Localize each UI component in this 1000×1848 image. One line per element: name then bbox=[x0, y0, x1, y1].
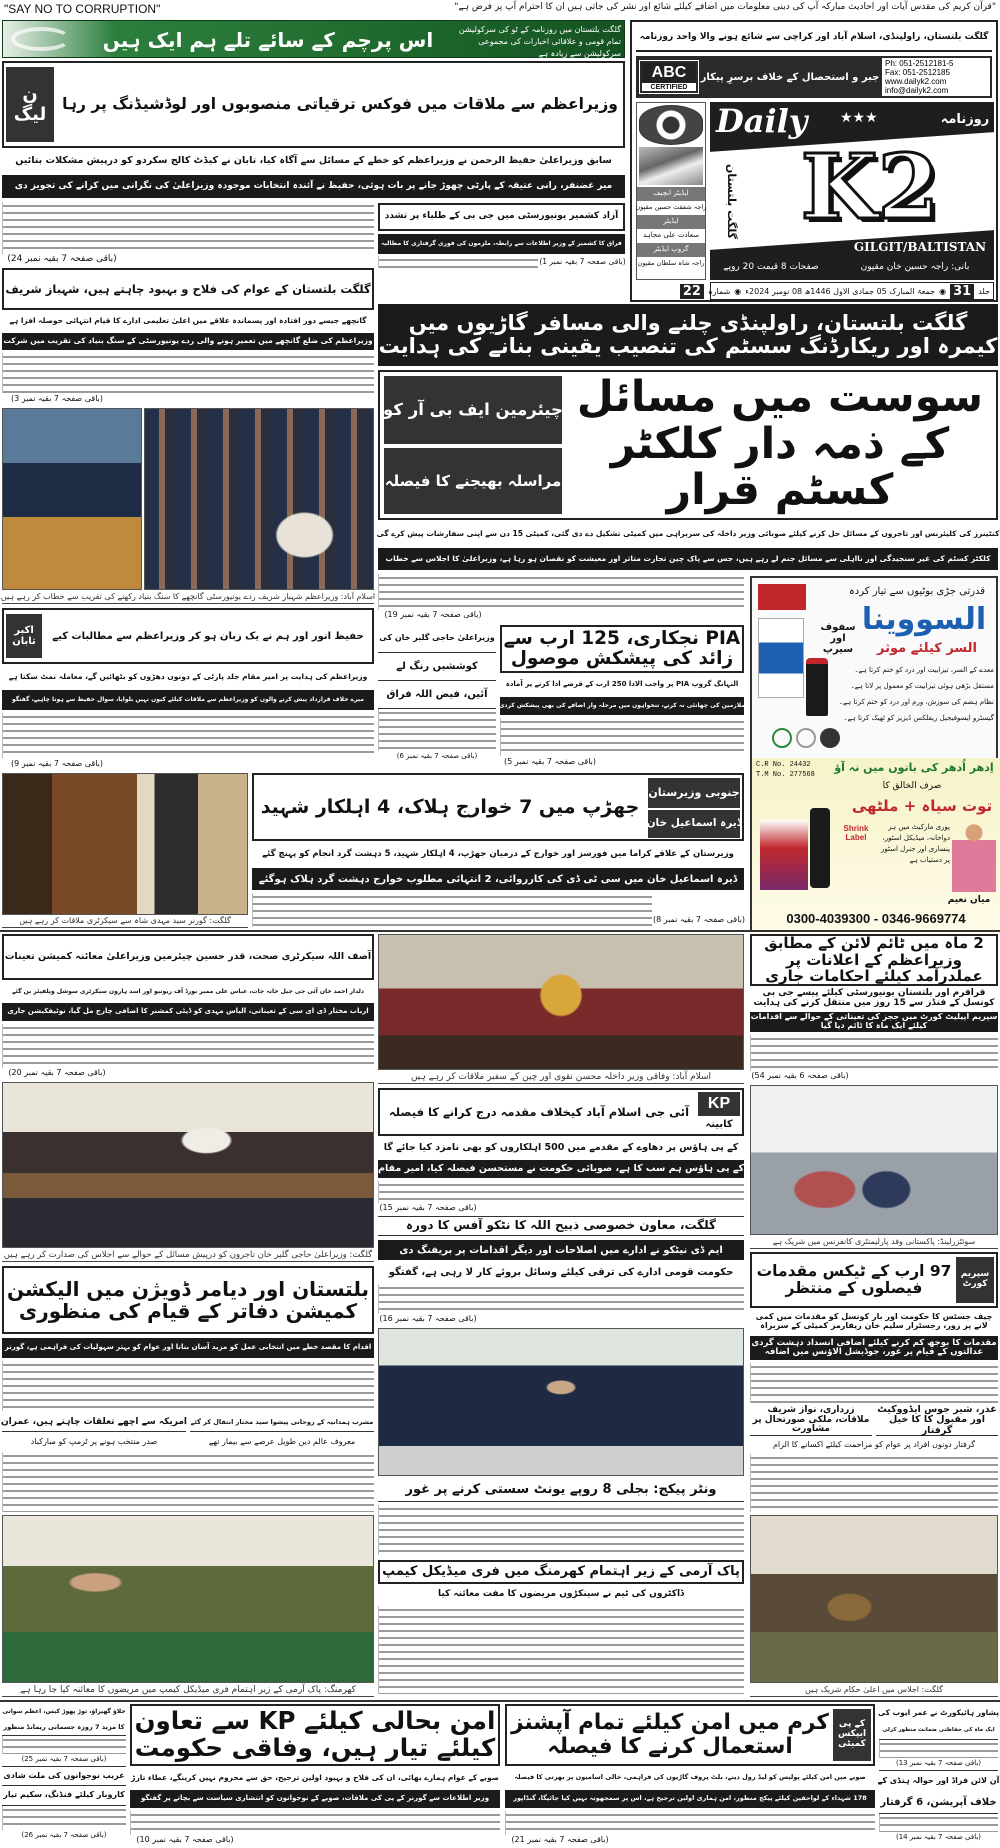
product-box-image bbox=[758, 618, 804, 698]
ghizer-headline: غذر، شیر جوس ایڈووکیٹ اور مقبول کا کا خیل گرفتار bbox=[877, 1403, 997, 1436]
us-relations-headline: امریکہ سے اچھے تعلقات چاہتے ہیں، عمران bbox=[2, 1414, 186, 1432]
volume-number: 31 bbox=[950, 284, 974, 299]
audience-photo bbox=[144, 408, 374, 590]
postings-sub: دلدار احمد خان آئی جی جیل خانہ جات، عباس علی ممبر بورڈ آف ریونیو اور اسد ہارون سیکرٹری سوشل ویلفیئر بن گئے bbox=[12, 987, 364, 995]
ajk-headline: آزاد کشمیر یونیورسٹی میں جی بی کے طلباء پر تشدد bbox=[378, 203, 625, 231]
pm-gb-bar: وزیراعظم کی ضلع گانچھے میں تعمیر ہونے والی ردے یونیورسٹی کے سنگ بنیاد کی تقریب میں شرکت bbox=[2, 333, 374, 350]
founder: بانی: راجہ حسین خان مقپون bbox=[860, 262, 970, 273]
governor-meeting-photo bbox=[2, 773, 248, 915]
ajk-continued: (باقی صفحہ 7 بقیہ نمبر 1) bbox=[539, 256, 626, 266]
peace-sub: صوبے کے عوام ہمارے بھائی، ان کی فلاح و بہبود اولین ترجیح، حق سے محروم نہیں کرینگے، عطاء تارڑ bbox=[131, 1772, 499, 1782]
family-photo bbox=[952, 818, 996, 892]
kp-headline: آئی جی اسلام آباد کیخلاف مقدمہ درج کرانے کا فیصلہ bbox=[388, 1104, 690, 1119]
circulation-note: گلگت بلتستان میں روزنامہ کے ٹو کی سرکولیشن تمام قومی و علاقائی اخبارات کی مجموعی سرکولیشن سے زیادہ ہے bbox=[458, 25, 621, 58]
court-bar: مقدمات کا بوجھ کم کرنے کیلئے اضافی انسداد دہشت گردی عدالتوں کے قیام پر غور، جوڈیشل الاؤنس میں اضافہ bbox=[750, 1336, 998, 1360]
timeline-headline: 2 ماہ میں ٹائم لائن کے مطابق وزیراعظم کے اعلانات پر عملدرآمد کیلئے احکامات جاری bbox=[750, 934, 998, 986]
election-body bbox=[2, 1361, 374, 1411]
syrup-bottle-image bbox=[806, 658, 828, 716]
date: جمعۃ المبارک 05 جمادی الاول 1446ھ 08 نومبر 2024ء bbox=[745, 286, 936, 296]
kp-body bbox=[378, 1181, 744, 1203]
hafeez-headline-box: اکبر تابان حفیظ انور اور ہم نے یک زبان ہو کر وزیراعظم سے مطالبات کیے bbox=[2, 608, 374, 664]
ad-phone-numbers: 0300-4039300 - 0346-9669774 bbox=[786, 910, 966, 926]
ad-benefits: معدے کے السر، تیزابیت اور درد کو ختم کرتا ہے۔ مستقل بڑھی ہوئی تیزابیت کو معمول پر لاتا ہے۔ نظام ہضم کی سوزش، ورم اور درد کو ختم کرتا ہے۔ گیسٹرو ایسوفیجیل ریفلکس ڈیزیز کو ٹھیک کرتا ہے۔ bbox=[838, 666, 994, 722]
sost-bar: کلکٹر کسٹم کی غیر سنجیدگی اور نااہلی سے مسائل جنم لے رہے ہیں، جس سے پاک چین تجارت متاثر اور معیشت کو نقصان ہو رہا ہے، وزیراعلیٰ کا اجلاس سے خطاب bbox=[378, 548, 998, 570]
winter-package-headline: ونٹر پیکج: بجلی 8 روپے یونٹ سستی کرنے پر غور bbox=[378, 1480, 744, 1502]
hafeez-bar: میرے خلاف قرارداد پیش کرنے والوں کو وزیراعظم سے ملاقات کیلئے کیوں نہیں بلوایا، سوال حفیظ سے ہونا چاہیے، گفتگو bbox=[2, 690, 374, 710]
daily-k2-logo: Daily ★★★ روزنامہ K2 گلگت بلتستان GILGIT/BALTISTAN صفحات 8 قیمت 20 روپے بانی: راجہ حسین خان مقپون bbox=[710, 102, 994, 280]
lead-headline: وزیراعظم سے ملاقات میں فوکس ترقیاتی منصوبوں اور لوڈشیڈنگ پر رہا bbox=[62, 95, 618, 114]
lead-bar: میر غضنفر، رانی عتیقہ کے پارٹی چھوڑ جانے پر بات ہوئی، حفیظ نے آئندہ انتخابات موجودہ وزیراعلیٰ کی نگرانی میں کرانے کی تجویز دی bbox=[2, 175, 625, 198]
motto: جبر و استحصال کے خلاف برسرِ پیکار bbox=[700, 71, 880, 83]
zardari-nawaz-headline: زرداری، نواز شریف ملاقات، ملکی صورتحال پر مشاورت bbox=[750, 1406, 872, 1436]
sost-sub: کنٹینرز کی کلیئرنس اور تاجروں کے مسائل حل کرنے کیلئے صوبائی وزیر داخلہ کی سربراہی میں کمیٹی تشکیل دے دی گئی، کمیٹی 15 دن سے اپنی سفارشات پیش کرے گی bbox=[376, 528, 1000, 538]
mashrab-headline: مشرب ہمدانیہ کے روحانی پیشوا سید مختار انتقال کر گئے bbox=[190, 1414, 374, 1432]
pm-photo-caption: اسلام آباد: وزیراعظم شہباز شریف ردے یونیورسٹی گانچھے کا سنگ بنیاد رکھنے کی تقریب سے خطاب کر رہے ہیں bbox=[2, 592, 374, 604]
postings-headline: آصف اللہ سیکرٹری صحت، قدر حسین چیئرمین وزیراعلیٰ معائنہ کمیشن تعینات bbox=[2, 934, 374, 980]
k2-logo-text: K2 bbox=[800, 135, 940, 240]
hafeez-sub: وزیراعظم کی ہدایت پر امیر مقام جلد پارٹی کے دونوں دھڑوں کو بٹھائیں گے، معاملہ نمٹ سکتا ہے bbox=[8, 671, 368, 681]
medical-caption: کھرمنگ: پاک آرمی کے زیر اہتمام فری میڈیکل کیمپ میں مریضوں کا معائنہ کیا جا رہا ہے bbox=[2, 1685, 374, 1697]
ad-brand: السووینا bbox=[861, 601, 987, 637]
waziristan-sub: وزیرستان کے علاقے کراما میں فورسز اور خوارج کے درمیان جھڑپ، 4 اہلکار شہید، 5 دہشت گرد انجام کو پہنچ گئے bbox=[262, 849, 734, 860]
pm-gb-sub: گانچھے جیسے دور افتادہ اور پسماندہ علاقے میں اعلیٰ تعلیمی ادارے کا قیام انتہائی حوصلہ افزا ہے bbox=[9, 316, 367, 326]
hafeez-headline: حفیظ انور اور ہم نے یک زبان ہو کر وزیراعظم سے مطالبات کیے bbox=[52, 630, 364, 642]
tut-siyah-ad: اِدھر اُدھر کی باتوں میں نہ آؤ C.R No. 24432 T.M No. 277568 صرف الخالق کا توت سیاہ + ملٹھی Shrink Label پوری مارکیٹ میں ہر دواخانہ، میڈیکل اسٹور، پنساری اور جنرل اسٹور پر دستیاب ہے میاں نعیم 0300-4039300 - 0346-9669774 bbox=[752, 758, 1000, 933]
contact-info: Ph: 051-2512181-5 Fax: 051-2512185 www.dailyk2.com info@dailyk2.com bbox=[882, 58, 990, 96]
email-link[interactable]: info@dailyk2.com bbox=[885, 86, 949, 95]
pia-sub: النہانگ گروپ PIA پر واجب الادا 250 ارب کے قرضے ادا کرنے پر آمادہ bbox=[505, 680, 739, 689]
official-meeting-photo bbox=[750, 1515, 998, 1683]
army-camp-headline: پاک آرمی کے زیر اہتمام کھرمنگ میں فری میڈیکل کیمپ bbox=[378, 1560, 744, 1584]
china-caption: اسلام آباد: وفاقی وزیر داخلہ محسن نقوی اور چین کے سفیر ملاقات کر رہے ہیں bbox=[378, 1072, 744, 1084]
kurram-bar: 178 شہداء کے لواحقین کیلئے پیکج منظور، امن ہماری اولین ترجیح ہے، اس پر سمجھوتہ نہیں کیا جائیگا، گنڈاپور bbox=[505, 1790, 875, 1808]
natco-sub: حکومت قومی ادارے کی ترقی کیلئے وسائل بروئے کار لا رہی ہے، گفتگو bbox=[388, 1266, 734, 1278]
sost-headline: سوست میں مسائل کے ذمہ دار کلکٹر کسٹم قرار bbox=[576, 372, 984, 516]
timeline-sub: قراقرم اور بلتستان یونیورسٹی کیلئے پیسے جی بی کونسل کے فنڈز سے 15 روز میں منتقل کرنے کی ہدایت bbox=[753, 988, 995, 1008]
ajk-bar: فراق کا کشمیر کے وزیر اطلاعات سے رابطہ، ملزموں کی فوری گرفتاری کا مطالبہ bbox=[378, 234, 625, 254]
pm-gb-body bbox=[2, 353, 374, 393]
kurram-headline: کرم میں امن کیلئے تمام آپشنز استعمال کرنے کا فیصلہ bbox=[511, 1710, 829, 1759]
natco-bar: ایم ڈی نیٹکو نے ادارے میں اصلاحات اور دیگر اقدامات پر بریفنگ دی bbox=[378, 1240, 744, 1260]
postings-bar: ارباب مختار ڈی ای سی کے تعیناتی، الیاس مہدی کو ڈپٹی کمشنر کا اضافی چارج مل گیا، نوٹیفکیشن جاری bbox=[2, 1003, 374, 1021]
target-icon: ◉ bbox=[939, 286, 947, 296]
meeting-caption: گلگت: گورنر سید مہدی شاہ سے سیکرٹری ملاقات کر رہے ہیں bbox=[2, 916, 248, 928]
peace-headline: امن بحالی کیلئے KP سے تعاون کیلئے تیار ہیں، وفاقی حکومت bbox=[130, 1704, 500, 1766]
masthead bbox=[630, 20, 998, 302]
pia-bar: ملازمین کی چھانٹی نہ کرنے، تنخواہوں میں مرحلہ وار اضافے کی بھی پیشکش کردی bbox=[500, 697, 744, 715]
bottom-right-briefs: پشاور ہائیکورٹ نے عمر ایوب کی ایک ماہ کی حفاظتی ضمانت منظور کرلی (باقی صفحہ 7 بقیہ نمبر 13) آن لائن فراڈ اور حوالہ ہنڈی کے خلاف آپریشن، 6 گرفتار (باقی صفحہ 7 بقیہ نمبر 14) bbox=[877, 1707, 1000, 1842]
waziristan-body bbox=[252, 893, 652, 927]
election-bar: اقدام کا مقصد خطے میں انتخابی عمل کو مزید آسان بنانا اور عوام کو بہتر سہولیات کی فراہمی ہے، گورنر bbox=[2, 1338, 374, 1358]
conference-caption: سوئٹزرلینڈ: پاکستانی وفد پارلیمنٹری کانفرنس میں شریک ہے bbox=[750, 1237, 998, 1249]
target-icon: ◉ bbox=[734, 286, 742, 296]
natco-headline: گلگت، معاون خصوصی ذبیح اللہ کا نٹکو آفس کا دورہ bbox=[378, 1216, 744, 1236]
crescent-icon bbox=[11, 27, 71, 51]
motto-strip bbox=[636, 56, 992, 98]
cm-meeting-photo bbox=[2, 1082, 374, 1248]
price: صفحات 8 قیمت 20 روپے bbox=[723, 262, 819, 273]
cm-meeting-caption: گلگت: وزیراعلیٰ حاجی گلبر خان تاجروں کو درپیش مسائل کے حوالے سے اجلاس کی صدارت کر رہے ہیں bbox=[2, 1250, 374, 1262]
tut-bottle-image bbox=[810, 808, 830, 888]
conference-photo bbox=[750, 1085, 998, 1235]
website-link[interactable]: www.dailyk2.com bbox=[885, 77, 947, 86]
postings-body bbox=[2, 1024, 374, 1068]
court-headline: 97 ارب کے ٹیکس مقدمات فیصلوں کے منتظر bbox=[756, 1261, 952, 1297]
hafeez-body bbox=[2, 713, 374, 758]
certification-seals bbox=[772, 728, 852, 752]
lead-headline-box bbox=[2, 61, 625, 148]
waziristan-headline: جھڑپ میں 7 خوارج ہلاک، 4 اہلکار شہید bbox=[260, 795, 640, 818]
cameras-headline: گلگت بلتستان، راولپنڈی چلنے والی مسافر گاڑیوں میں کیمرہ اور ریکارڈنگ سسٹم کی تنصیب یقینی بنانے کی ہدایت bbox=[378, 304, 998, 366]
kurram-headline-box: کے پی ایپکس کمیٹی کرم میں امن کیلئے تمام آپشنز استعمال کرنے کا فیصلہ bbox=[505, 1704, 875, 1766]
banner-text: اس پرچم کے سائے تلے ہم ایک ہیں bbox=[102, 28, 434, 52]
slogan: "SAY NO TO CORRUPTION" bbox=[4, 2, 161, 16]
ajk-body bbox=[378, 256, 538, 268]
kurram-sub: صوبے میں امن کیلئے پولیس کو لیڈ رول دینے، بلٹ پروف گاڑیوں کی فراہمی، خالی اسامیوں پر بھرتی کا فیصلہ bbox=[514, 1773, 866, 1782]
court-sub: چیف جسٹس کا حکومت اور بار کونسل کو مقدمات میں کمی لانے پر زور، رجسٹرار سلیم خان ریفارمز کمیٹی کے سربراہ bbox=[755, 1312, 993, 1330]
apns-logo bbox=[639, 105, 703, 145]
alsoweena-ad: قدرتی جڑی بوٹیوں سے تیار کردہ السووینا السر کیلئے موثر سفوف اور سیرپ معدے کے السر، تیزابیت اور درد کو ختم کرتا ہے۔ مستقل بڑھی ہوئی تیزابیت کو معمول پر لاتا ہے۔ نظام ہضم کی سوزش، ورم اور درد کو ختم کرتا ہے۔ گیسٹرو ایسوفیجیل ریفلکس ڈیزیز کو ٹھیک کرتا ہے۔ اِدھر اُدھر کی باتوں میں نہ آؤ C.R No. 24432 T.M No. 277568 صرف الخالق کا توت سیاہ + ملٹھی Shrink Label پوری مارکیٹ میں ہر دواخانہ، میڈیکل اسٹور، پنساری اور جنرل اسٹور پر دستیاب ہے میاں نعیم 0300-4039300 - 0346-9669774 bbox=[750, 576, 998, 931]
waziristan-bar: ڈیرہ اسماعیل خان میں سی ٹی ڈی کی کارروائی، 2 انتہائی مطلوب خوارج دہشت گرد ہلاک ہوگئے bbox=[252, 868, 744, 890]
issue-number: 22 bbox=[680, 284, 704, 299]
peace-bar: وزیر اطلاعات سے گورنر کے پی کی ملاقات، صوبے کے نوجوانوں کو انتشاری سیاست سے بچانے پر گفتگو bbox=[130, 1790, 500, 1808]
timeline-body bbox=[750, 1035, 998, 1071]
lead-body bbox=[2, 202, 374, 254]
brand-logo bbox=[758, 584, 806, 610]
section-divider bbox=[0, 930, 1000, 932]
flag-banner bbox=[2, 20, 625, 58]
natco-body bbox=[378, 1284, 744, 1314]
quran-notice: "قرآن کریم کی مقدس آیات اور احادیث مبارکہ آپ کی دینی معلومات میں اضافے کیلئے شائع اور نشر کی جاتی ہیں ان کا احترام آپ پر فرض ہے" bbox=[454, 2, 996, 13]
timeline-bar: سپریم اپیلیٹ کورٹ میں ججز کی تعیناتی کے حوالے سے اقدامات کیلئے ایک ماہ کا ٹائم دیا گیا bbox=[750, 1012, 998, 1030]
pm-podium-photo bbox=[2, 408, 142, 590]
k2-mountain-image bbox=[639, 147, 703, 185]
kp-bar: کے پی ہاؤس ہم سب کا ہے، صوبائی حکومت نے مستحسن فیصلہ کیا، امیر مقام bbox=[378, 1160, 744, 1178]
election-headline: بلتستان اور دیامر ڈویژن میں الیکشن کمیشن دفاتر کے قیام کی منظوری bbox=[2, 1266, 374, 1334]
dateline: جلد 31 ◉ جمعۃ المبارک 05 جمادی الاول 1446ھ 08 نومبر 2024ء ◉ شمارہ 22 bbox=[710, 282, 994, 300]
bottom-left-briefs: جلاؤ گھیراؤ، توڑ پھوڑ کیس، اعظم سواتی کا مزید 7 روزہ جسمانی ریمانڈ منظور (باقی صفحہ 7 بقیہ نمبر 25) غریب نوجوانوں کی ملت شادی کاروبار کیلئے فنڈنگ، سکیم تیار (باقی صفحہ 7 بقیہ نمبر 26) bbox=[2, 1707, 126, 1840]
medical-camp-photo bbox=[2, 1515, 374, 1683]
tut-box-image bbox=[760, 820, 808, 890]
court-headline-box: سپریم کورٹ 97 ارب کے ٹیکس مقدمات فیصلوں کے منتظر bbox=[750, 1252, 998, 1308]
china-meeting-photo bbox=[378, 934, 744, 1070]
sost-headline-box: چیئرمین ایف بی آر کو مراسلہ بھیجنے کا فیصلہ سوست میں مسائل کے ذمہ دار کلکٹر کسٹم قرار bbox=[378, 370, 998, 520]
abc-certified-logo: ABC CERTIFIED bbox=[640, 61, 698, 93]
lead-continued: (باقی صفحہ 7 بقیہ نمبر 24) bbox=[7, 254, 117, 265]
gulbar-story: وزیراعلیٰ حاجی گلبر خان کی کوششیں رنگ لے آئیں، فیض اللہ فراق (باقی صفحہ 7 بقیہ نمبر 6) bbox=[378, 625, 496, 765]
waziristan-headline-box: جنوبی وزیرستان ڈیرہ اسماعیل خان جھڑپ میں 7 خوارج ہلاک، 4 اہلکار شہید bbox=[252, 773, 744, 841]
pia-body bbox=[500, 718, 744, 756]
sost-body bbox=[378, 574, 744, 610]
kp-sub: کے پی ہاؤس پر دھاوے کے مقدمے میں 500 اہلکاروں کو بھی نامزد کیا جائے گا bbox=[383, 1141, 739, 1153]
lead-tag: ن لیگ bbox=[6, 67, 54, 142]
staff-column: ایڈیٹر انچیف راجہ شفقت حسین مقپون ایڈیٹر سعادت علی مجاہد گروپ ایڈیٹر راجہ شاہ سلطان مقپون bbox=[636, 102, 706, 280]
group-photo bbox=[378, 1328, 744, 1476]
pm-gb-headline: گلگت بلتستان کے عوام کی فلاح و بہبود چاہتے ہیں، شہباز شریف bbox=[2, 268, 374, 310]
kp-headline-box: KP کابینہ آئی جی اسلام آباد کیخلاف مقدمہ درج کرانے کا فیصلہ bbox=[378, 1088, 744, 1136]
publish-line: گلگت بلتستان، راولپنڈی، اسلام آباد اور کراچی سے شائع ہونے والا واحد روزنامہ bbox=[636, 26, 992, 52]
lead-subheadline: سابق وزیراعلیٰ حفیظ الرحمن نے وزیراعظم کو خطے کے مسائل سے آگاہ کیا، تابان نے کیڈٹ کالج سکردو کو درپیش مشکلات بتائیں bbox=[15, 155, 612, 167]
pia-headline: PIA نجکاری، 125 ارب سے زائد کی پیشکش موصول bbox=[500, 625, 744, 673]
section-divider bbox=[0, 1700, 1000, 1702]
